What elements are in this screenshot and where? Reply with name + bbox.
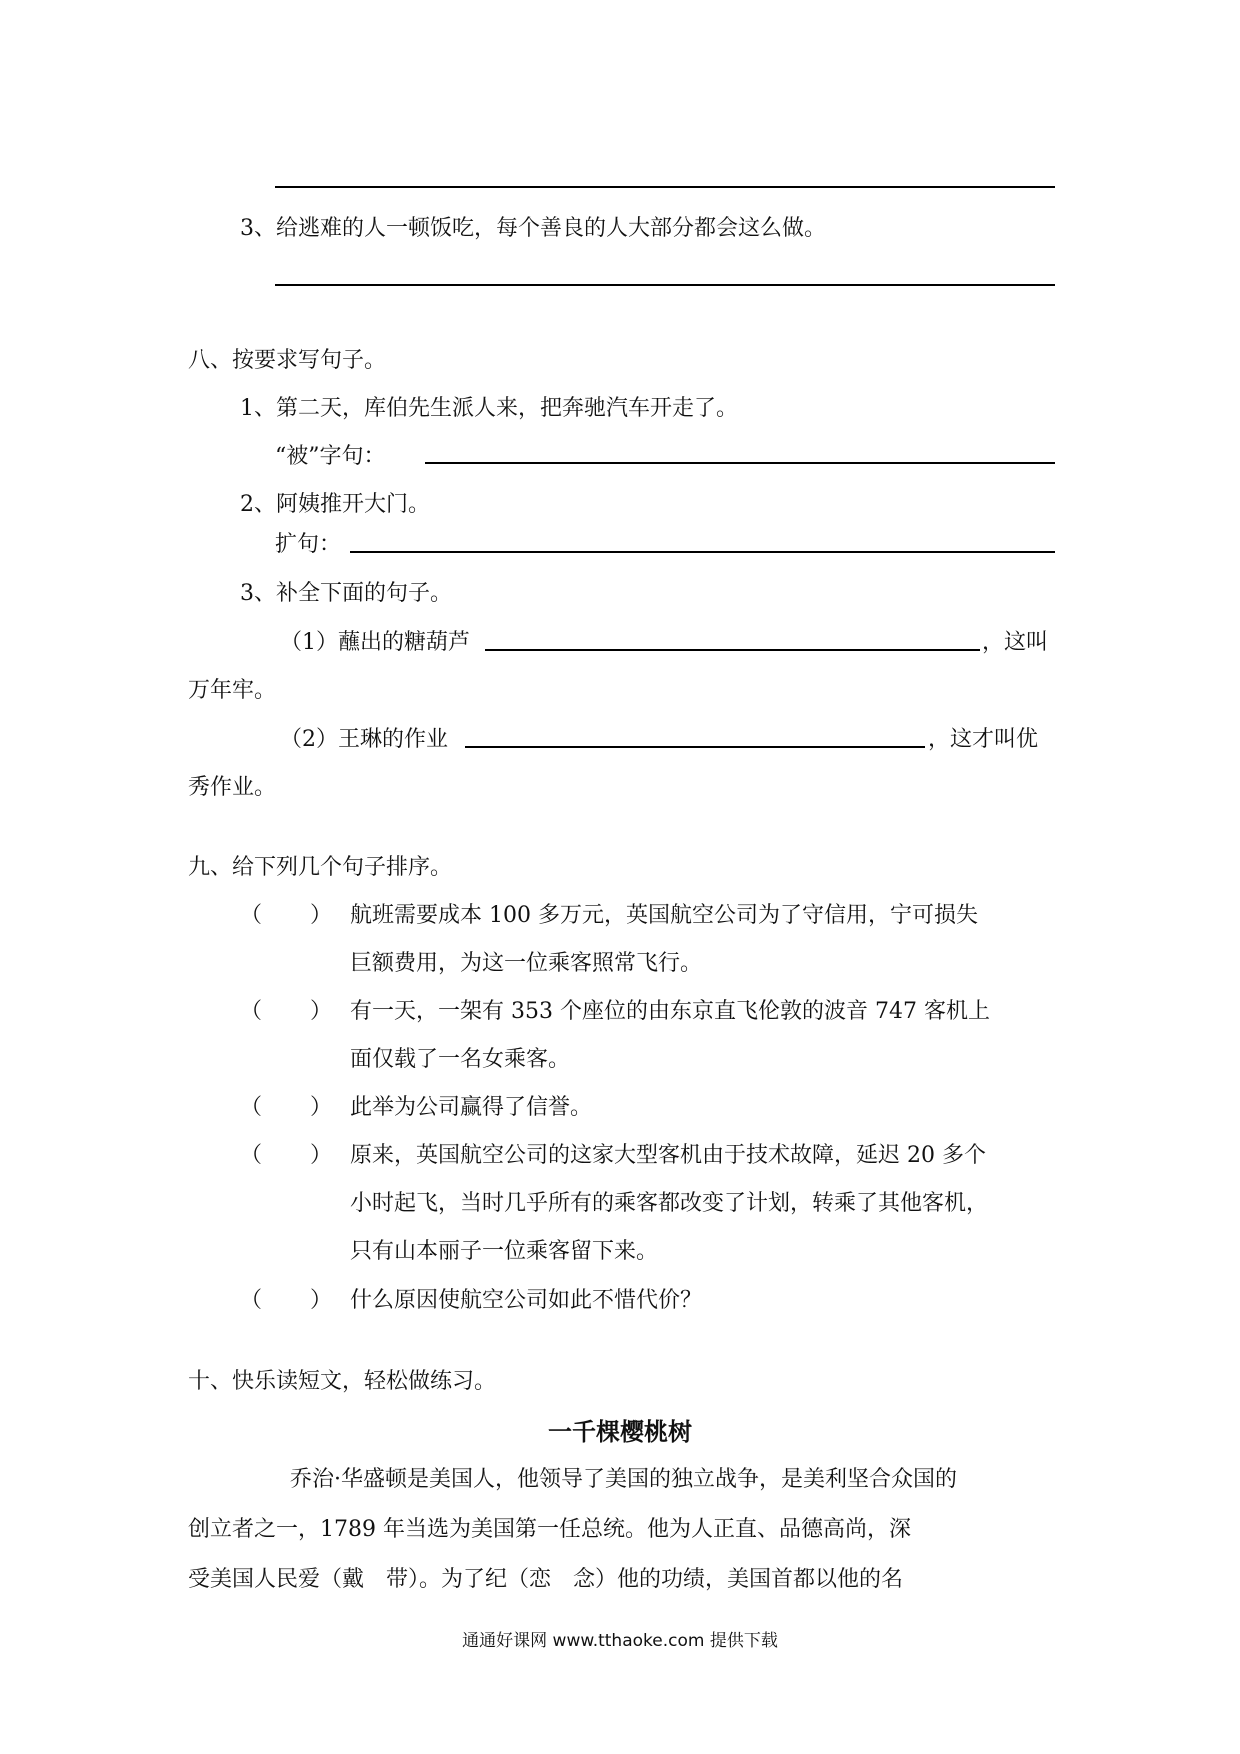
sub-question-2-continuation: 秀作业。 <box>188 775 277 800</box>
answer-line[interactable] <box>425 462 1055 464</box>
question-7-3: 3、给逃难的人一顿饭吃，每个善良的人大部分都会这么做。 <box>240 216 826 241</box>
sort-sentence-2-line-2: 面仅载了一名女乘客。 <box>350 1047 571 1072</box>
sort-sentence-3-line-1: 此举为公司赢得了信誉。 <box>350 1095 593 1120</box>
passage-line-1: 乔治·华盛顿是美国人，他领导了美国的独立战争，是美利坚合众国的 <box>290 1467 957 1492</box>
order-blank-4[interactable]: （ ） <box>240 1143 333 1168</box>
order-blank-3[interactable]: （ ） <box>240 1095 333 1120</box>
answer-line[interactable] <box>485 649 980 651</box>
sort-sentence-1-line-2: 巨额费用，为这一位乘客照常飞行。 <box>350 951 703 976</box>
sub-question-1-end: ，这叫 <box>982 630 1049 655</box>
sort-sentence-5-line-1: 什么原因使航空公司如此不惜代价？ <box>350 1288 703 1313</box>
section-9-heading: 九、给下列几个句子排序。 <box>188 855 453 880</box>
section-8-heading: 八、按要求写句子。 <box>188 348 387 373</box>
sub-question-1-start: （1）蘸出的糖葫芦 <box>280 630 470 655</box>
sort-sentence-4-line-2: 小时起飞，当时几乎所有的乘客都改变了计划，转乘了其他客机， <box>350 1191 989 1216</box>
expand-sentence-label: 扩句： <box>275 532 342 557</box>
question-8-3: 3、补全下面的句子。 <box>240 581 452 606</box>
sub-question-1-continuation: 万年牢。 <box>188 678 277 703</box>
sort-sentence-1-line-1: 航班需要成本 100 多万元，英国航空公司为了守信用，宁可损失 <box>350 903 978 928</box>
bei-sentence-label: “被”字句： <box>275 444 386 469</box>
sub-question-2-end: ，这才叫优 <box>928 727 1039 752</box>
answer-line[interactable] <box>465 746 925 748</box>
passage-line-3: 受美国人民爱（戴 带）。为了纪（恋 念）他的功绩，美国首都以他的名 <box>188 1567 904 1592</box>
page-footer: 通通好课网 www.tthaoke.com 提供下载 <box>462 1631 778 1651</box>
answer-line[interactable] <box>275 284 1055 286</box>
passage-title: 一千棵樱桃树 <box>548 1418 692 1446</box>
answer-line[interactable] <box>350 551 1055 553</box>
sort-sentence-2-line-1: 有一天，一架有 353 个座位的由东京直飞伦敦的波音 747 客机上 <box>350 999 990 1024</box>
question-8-1: 1、第二天，库伯先生派人来，把奔驰汽车开走了。 <box>240 396 738 421</box>
sort-sentence-4-line-1: 原来，英国航空公司的这家大型客机由于技术故障，延迟 20 多个 <box>350 1143 986 1168</box>
passage-line-2: 创立者之一，1789 年当选为美国第一任总统。他为人正直、品德高尚，深 <box>188 1517 911 1542</box>
section-10-heading: 十、快乐读短文，轻松做练习。 <box>188 1369 497 1394</box>
question-8-2: 2、阿姨推开大门。 <box>240 492 430 517</box>
order-blank-2[interactable]: （ ） <box>240 999 333 1024</box>
answer-line[interactable] <box>275 186 1055 188</box>
order-blank-5[interactable]: （ ） <box>240 1288 333 1313</box>
sort-sentence-4-line-3: 只有山本丽子一位乘客留下来。 <box>350 1239 659 1264</box>
sub-question-2-start: （2）王琳的作业 <box>280 727 448 752</box>
order-blank-1[interactable]: （ ） <box>240 903 333 928</box>
